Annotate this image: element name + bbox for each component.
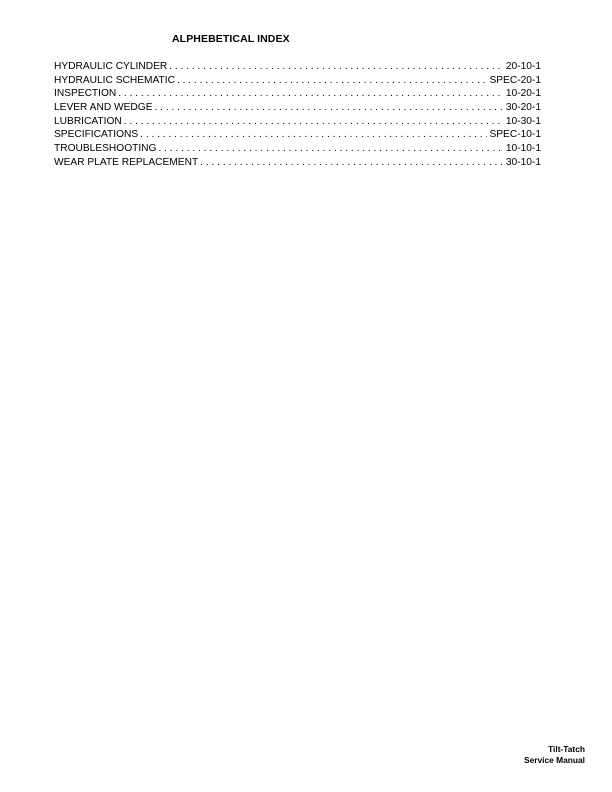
page-footer (524, 744, 585, 766)
dot-leader (200, 156, 504, 170)
index-entry (54, 142, 541, 156)
index-entry-topic: HYDRAULIC SCHEMATIC (54, 74, 175, 86)
index-entry-page: 20-10-1 (505, 61, 541, 72)
index-entry-page: 10-30-1 (505, 115, 541, 127)
index-entry (54, 101, 541, 115)
index-entry (54, 87, 541, 101)
footer-manual-type: Service Manual (524, 755, 585, 765)
dot-leader (155, 101, 504, 115)
index-entry (54, 128, 541, 142)
index-entry-page: SPEC-20-1 (489, 74, 541, 86)
index-entry-page: 10-10-1 (505, 143, 541, 155)
dot-leader (177, 74, 488, 88)
dot-leader (158, 142, 503, 156)
index-entry-page: SPEC-10-1 (489, 129, 541, 141)
index-entry (54, 115, 541, 129)
dot-leader (169, 60, 504, 74)
index-entry-topic: SPECIFICATIONS (54, 129, 139, 141)
index-entry-page: 30-10-1 (505, 156, 541, 168)
index-entry-topic: INSPECTION (54, 88, 117, 100)
index-entry-page: 10-20-1 (505, 88, 541, 100)
index-entry (54, 60, 541, 74)
index-entry-topic: TROUBLESHOOTING (54, 143, 157, 155)
index-entry (54, 74, 541, 88)
dot-leader (124, 115, 504, 129)
footer-product-name: Tilt-Tatch (548, 744, 585, 754)
index-entry-topic: LUBRICATION (54, 115, 122, 127)
index-entry (54, 156, 541, 170)
index-entry-topic: LEVER AND WEDGE (54, 102, 153, 114)
index-entry-topic: WEAR PLATE REPLACEMENT (54, 156, 199, 168)
index-entry-topic: HYDRAULIC CYLINDER (54, 61, 168, 72)
index-list (54, 60, 541, 170)
index-entry-page: 30-20-1 (505, 102, 541, 114)
dot-leader (118, 87, 504, 101)
index-title: ALPHEBETICAL INDEX (172, 33, 290, 45)
dot-leader (140, 128, 487, 142)
